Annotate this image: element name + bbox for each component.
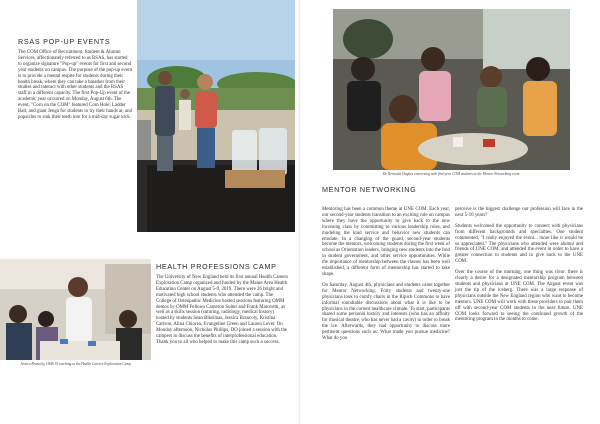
popup-event-photo [137,0,295,232]
rsas-heading: RSAS POP-UP EVENTS [18,37,111,46]
mentor-column-2 [455,207,583,328]
mentor-heading: MENTOR NETWORKING [322,185,417,194]
mentor-networking-photo [333,9,570,170]
rsas-body: The COM Office of Recruitment, Student & Alumni Services, affectionately referred to as RSAS, has started to organize signature "Pop-up" events for first and second year students on campus. The purpose of the pop-up event is to provide a mental respite for students during their health break, where they can take a breather from their studies and interact with other students and the RSAS staff in a different capacity. The first Pop-Up event of the academic year occurred on Monday, August 6th. The event, "Corn on the COM" featured Corn Hole, Ladder Ball, and giant Jenga for students to try their hands at, and popsicles to sink their teeth into for a mid-day sugar kick. [18,50,132,120]
camp-heading: HEALTH PROFESSIONS CAMP [156,262,277,271]
mentor-col2-paragraph-3: Over the course of the morning, one thing was clear: there is clearly a desire for a designated mentorship program between students and physicians at UNE COM. The August event was just the tip of the iceberg. There was a large response of physicians outside the New England region who want to become mentors. UNE COM will work with these providers to pair them off with second-year COM students in the near future. UNE COM looks forward to seeing the continued growth of the mentoring program in the months to come. [455,270,583,323]
camp-body: The University of New England held its first annual Health Careers Exploration Camp organized and funded by the Maine Area Health Education Center on August 5-9, 2019. There were 26 bright and motivated high school students who attended the camp. The College of Osteopathic Medicine hosted sessions featuring OMM demos by OMM Fellows Cameron Sulter and Frank Marovetti, as well as a skills session (suturing, radiology, medical history) hosted by students Sean Biksilnas, Jessica Brancoly, Kristina Carlson, Alina Chiorea, Evangeline Green and Lauren Lever. On Monday afternoon, Nicholas Phillips, DO joined a session with the campers to discuss the benefits of interprofessional education. Thank you to all who helped to make this camp such a success. [156,275,289,345]
camp-photo-caption: Jessica Brancoly, OMS 3S teaching at the Health Careers Exploration Camp [20,362,131,366]
mentor-col2-paragraph-1: perceive is the biggest challenge our profession will face in the next 5-10 years? [455,207,583,218]
mentor-photo-caption: Dr. Bernadet Hughes conversing with first-year COM students at the Mentor Networking event. [382,172,521,176]
mentor-col1-paragraph-1: Mentoring has been a common theme at UNE COM. Each year, our second-year students transition to an exciting role on campus where they have the opportunity to give back to the new incoming class by committing to various leadership roles, and modeling the kind service and behavior new students can emulate. In a changing of the guard, second-year students become the mentors, welcoming students during the first week of school as Orientation leaders, bringing new students into the fold in student government, and other service opportunities. While the importance of mentorship between the classes has been well established, a different form of mentorship has started to take shape. [322,207,450,277]
mentor-column-1 [322,207,450,347]
camp-photo [0,259,151,360]
mentor-col2-paragraph-2: Students welcomed the opportunity to connect with physicians from different backgrounds and specialties. One student commented, "I really enjoyed the event... more like it would be so appreciated." The physicians who attended were alumni and friends of UNE COM, and attended the event in order to have a greater connection to students and to give back to the UNE COM. [455,223,583,265]
mentor-col1-paragraph-2: On Saturday, August 4th, physicians and students came together for Mentor Networking. Forty students and twenty-one physicians took to comfy chairs in the Ripich Commons to have informal roundtable discussions about what it is like to be physicians in the current healthcare climate. To start, participants shared some personal history and interests (who has an affinity for musical theatre, who has never had a cavity) in order to break the ice. Afterwards, they had opportunity to discuss more pertinent questions such as: What made you pursue medicine? What do you [322,282,450,342]
page-spine [299,0,301,424]
